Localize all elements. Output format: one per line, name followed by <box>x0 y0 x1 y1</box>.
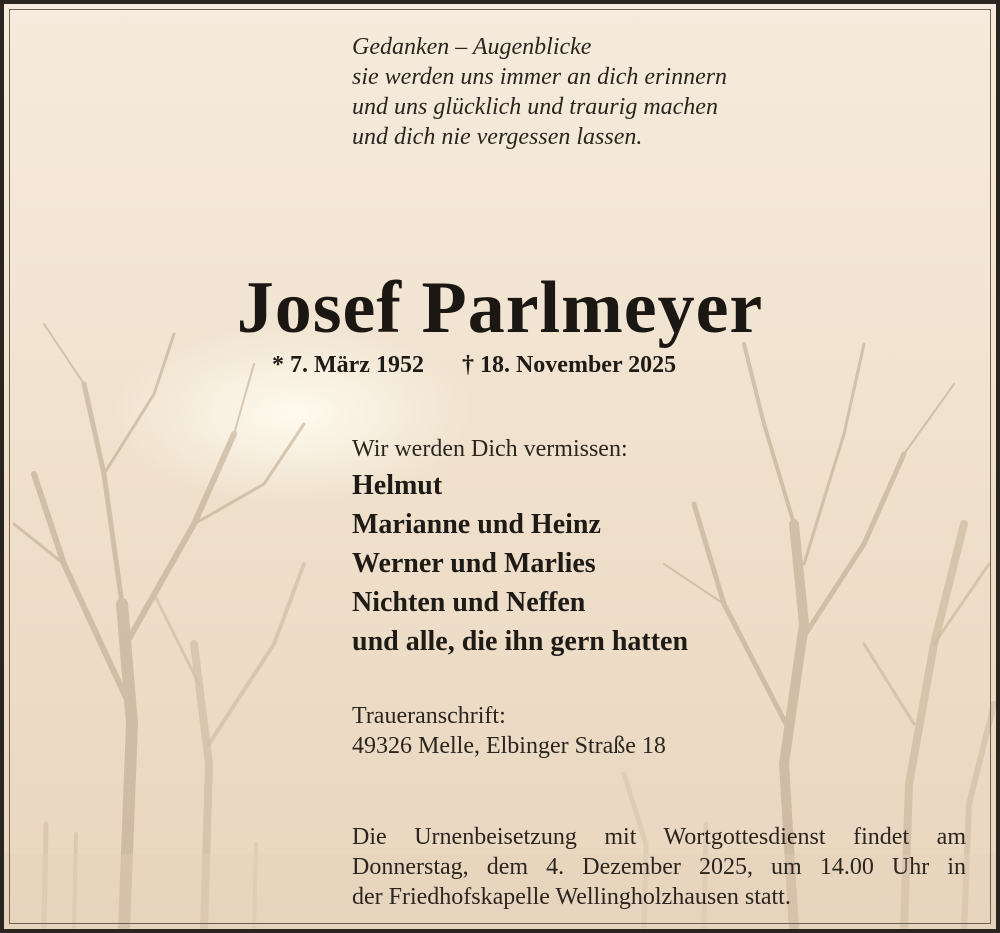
poem-line: und dich nie vergessen lassen. <box>352 124 643 150</box>
life-dates <box>272 352 676 379</box>
funeral-line: Donnerstag, dem 4. Dezember 2025, um 14.00 Uhr in <box>352 854 966 880</box>
deceased-name: Josef Parlmeyer <box>236 267 764 349</box>
mourner-name: Marianne und Heinz <box>352 509 601 540</box>
address-label: Traueranschrift: <box>352 703 506 729</box>
birth-date: * 7. März 1952 <box>272 352 424 378</box>
mourner-name: Nichten und Neffen <box>352 587 586 618</box>
funeral-line: der Friedhofskapelle Wellingholzhausen statt. <box>352 884 791 910</box>
address-value: 49326 Melle, Elbinger Straße 18 <box>352 733 666 759</box>
funeral-info <box>352 822 966 912</box>
poem-line: sie werden uns immer an dich erinnern <box>352 64 728 90</box>
mourners-intro: Wir werden Dich vermissen: <box>352 436 628 462</box>
mourner-name: Werner und Marlies <box>352 548 596 579</box>
mourner-name: und alle, die ihn gern hatten <box>352 626 689 657</box>
death-date: † 18. November 2025 <box>461 352 677 378</box>
funeral-line: Die Urnenbeisetzung mit Wortgottesdienst findet am <box>352 824 966 850</box>
mourner-name: Helmut <box>352 470 443 501</box>
poem-line: Gedanken – Augenblicke <box>352 34 592 60</box>
poem-line: und uns glücklich und traurig machen <box>352 94 718 120</box>
mourners-list <box>352 466 688 661</box>
poem <box>352 32 727 152</box>
mourning-address <box>352 701 666 761</box>
